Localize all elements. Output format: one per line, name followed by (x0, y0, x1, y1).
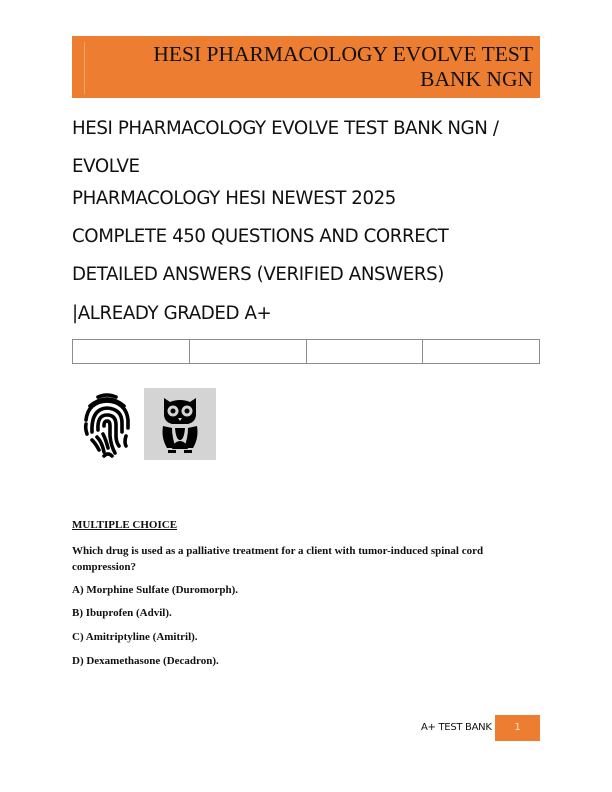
blank-table (72, 339, 540, 364)
heading-line-4: DETAILED ANSWERS (VERIFIED ANSWERS) (72, 264, 444, 285)
fingerprint-icon (82, 390, 132, 458)
question-text: Which drug is used as a palliative treatment for a client with tumor-induced spinal cord compression? (72, 545, 484, 573)
answer-option-b: B) Ibuprofen (Advil). (72, 607, 172, 619)
table-cell (73, 340, 190, 364)
owl-icon (144, 388, 216, 460)
section-label-multiple-choice: MULTIPLE CHOICE (72, 519, 178, 531)
answer-option-a: A) Morphine Sulfate (Duromorph). (72, 584, 239, 596)
answer-option-c: C) Amitriptyline (Amitril). (72, 631, 198, 643)
heading-line-5: |ALREADY GRADED A+ (72, 303, 272, 324)
banner-title-line-1: HESI PHARMACOLOGY EVOLVE TEST (153, 42, 533, 66)
heading-subtitle: PHARMACOLOGY HESI NEWEST 2025 (72, 188, 396, 209)
banner-title-line-2: BANK NGN (420, 67, 533, 91)
heading-title: HESI PHARMACOLOGY EVOLVE TEST BANK NGN / EVOLVE (72, 118, 499, 177)
table-cell (306, 340, 423, 364)
banner-edge-line (84, 42, 85, 94)
table-row (73, 340, 540, 364)
footer-label: A+ TEST BANK (421, 722, 492, 733)
heading-line-3: COMPLETE 450 QUESTIONS AND CORRECT (72, 226, 449, 247)
table-cell (423, 340, 540, 364)
page-number: 1 (495, 715, 540, 741)
title-banner (72, 36, 540, 98)
table-cell (189, 340, 306, 364)
answer-option-d: D) Dexamethasone (Decadron). (72, 655, 219, 667)
